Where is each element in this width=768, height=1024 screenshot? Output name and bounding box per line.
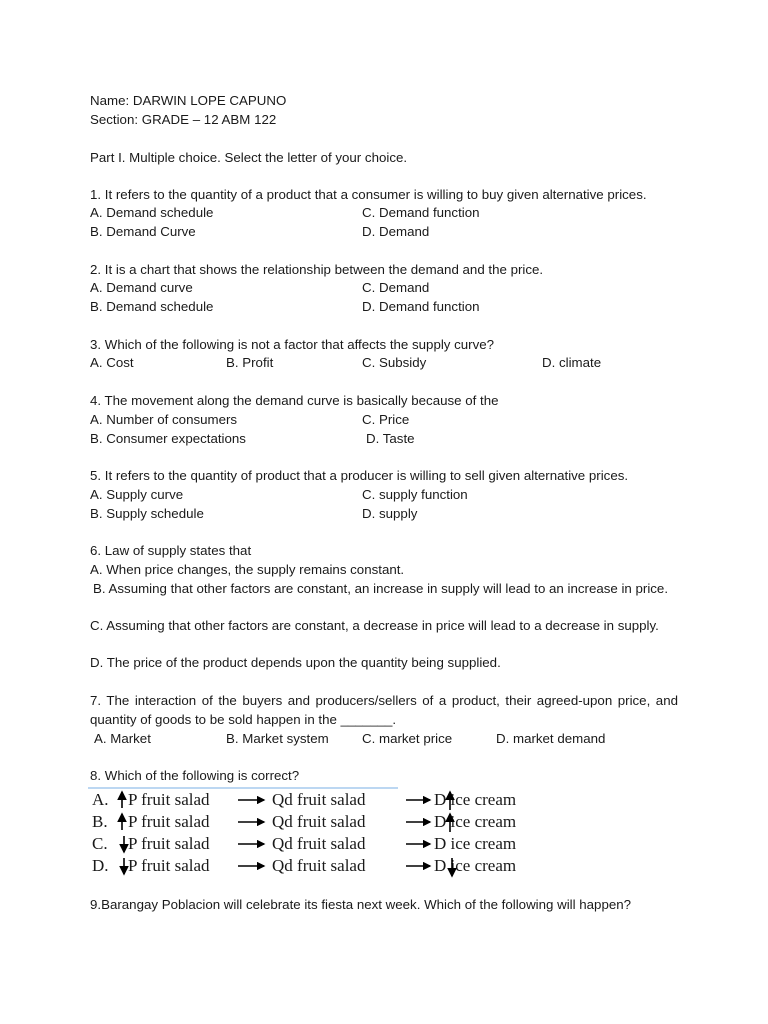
q7-option-a: A. Market (94, 731, 151, 746)
q8-arrows-overlay (88, 786, 528, 878)
q8-demand-text: D ice cream (434, 812, 517, 831)
q1-option-b: B. Demand Curve (90, 224, 196, 239)
q8-option-letter: C. (92, 834, 108, 853)
q3-option-c: C. Subsidy (362, 355, 427, 370)
q5-option-b: B. Supply schedule (90, 506, 204, 521)
q8-demand-text: D ice cream (434, 856, 517, 875)
q3-option-a: A. Cost (90, 355, 134, 370)
q8-quantity-demanded-text: Qd fruit salad (272, 812, 366, 831)
q8-options-image (88, 786, 528, 878)
q1-option-d: D. Demand (362, 224, 430, 239)
instructions: Part I. Multiple choice. Select the letter of your choice. (90, 150, 408, 165)
q8-option-letter: D. (92, 856, 109, 875)
q2-option-b: B. Demand schedule (90, 299, 214, 314)
q8-demand-text: D ice cream (434, 834, 517, 853)
q2-option-a: A. Demand curve (90, 280, 193, 295)
q8-quantity-demanded-text: Qd fruit salad (272, 790, 366, 809)
q8-quantity-demanded-text: Qd fruit salad (272, 856, 366, 875)
q8-option-letter: A. (92, 790, 109, 809)
q8-quantity-demanded-text: Qd fruit salad (272, 834, 366, 853)
q1-option-a: A. Demand schedule (90, 205, 214, 220)
question-5: 5. It refers to the quantity of product that a producer is willing to sell given alternative prices. (90, 468, 629, 483)
q8-price-text: P fruit salad (128, 834, 210, 853)
q3-option-b: B. Profit (226, 355, 274, 370)
q4-option-b: B. Consumer expectations (90, 431, 246, 446)
student-section: Section: GRADE – 12 ABM 122 (90, 112, 277, 127)
student-name: Name: DARWIN LOPE CAPUNO (90, 93, 287, 108)
q5-option-a: A. Supply curve (90, 487, 184, 502)
q6-option-c: C. Assuming that other factors are constant, a decrease in price will lead to a decrease in supply. (90, 618, 659, 633)
q4-option-c: C. Price (362, 412, 410, 427)
q2-option-c: C. Demand (362, 280, 430, 295)
q7-option-b: B. Market system (226, 731, 329, 746)
q1-option-c: C. Demand function (362, 205, 480, 220)
q8-option-letter: B. (92, 812, 108, 831)
question-9: 9.Barangay Poblacion will celebrate its fiesta next week. Which of the following will happen? (90, 897, 632, 912)
question-4: 4. The movement along the demand curve is basically because of the (90, 393, 499, 408)
q4-option-d: D. Taste (366, 431, 415, 446)
question-8: 8. Which of the following is correct? (90, 768, 300, 783)
question-1: 1. It refers to the quantity of a product that a consumer is willing to buy given alternative prices. (90, 187, 647, 202)
q6-option-d: D. The price of the product depends upon the quantity being supplied. (90, 655, 501, 670)
question-3: 3. Which of the following is not a factor that affects the supply curve? (90, 337, 495, 352)
question-7: 7. The interaction of the buyers and producers/sellers of a product, their agreed-upon price, and quantity of goods to be sold happen in the _______. (90, 693, 678, 727)
question-2: 2. It is a chart that shows the relationship between the demand and the price. (90, 262, 544, 277)
q5-option-c: C. supply function (362, 487, 468, 502)
q4-option-a: A. Number of consumers (90, 412, 238, 427)
q7-option-d: D. market demand (496, 731, 606, 746)
q8-price-text: P fruit salad (128, 790, 210, 809)
q8-price-text: P fruit salad (128, 812, 210, 831)
q6-option-a: A. When price changes, the supply remains constant. (90, 562, 405, 577)
q2-option-d: D. Demand function (362, 299, 480, 314)
q7-option-c: C. market price (362, 731, 453, 746)
q8-price-text: P fruit salad (128, 856, 210, 875)
q5-option-d: D. supply (362, 506, 418, 521)
q6-option-b: B. Assuming that other factors are constant, an increase in supply will lead to an increase in price. (93, 581, 669, 596)
question-6: 6. Law of supply states that (90, 543, 252, 558)
q3-option-d: D. climate (542, 355, 602, 370)
q8-demand-text: D ice cream (434, 790, 517, 809)
